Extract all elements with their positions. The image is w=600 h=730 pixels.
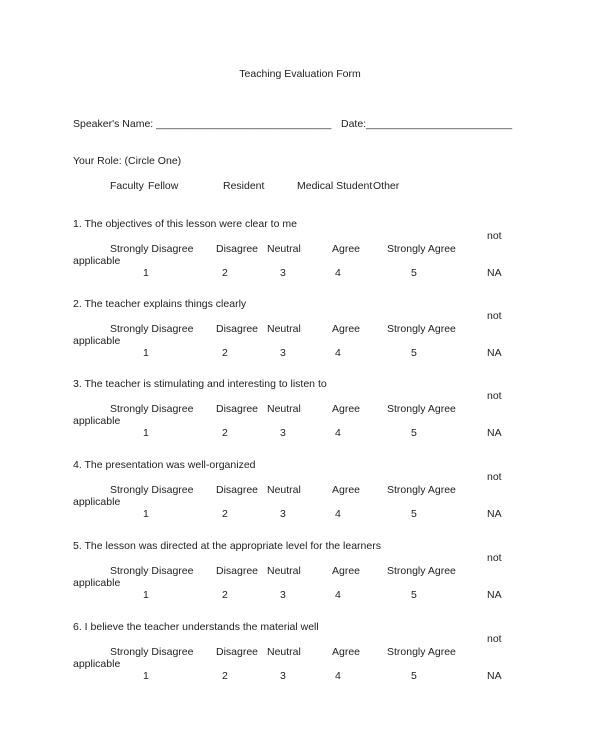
- scale-label-neutral: Neutral: [267, 323, 301, 335]
- scale-na-word: not: [487, 633, 502, 645]
- scale-label-disagree: Disagree: [216, 646, 259, 658]
- scale-applicable-word: applicable: [73, 496, 121, 508]
- rating-option-2[interactable]: 2: [222, 670, 228, 682]
- question-block: [0, 621, 600, 701]
- rating-option-4[interactable]: 4: [335, 508, 341, 520]
- scale-label-neutral: Neutral: [267, 565, 301, 577]
- rating-option-1[interactable]: 1: [143, 508, 149, 520]
- rating-option-5[interactable]: 5: [411, 427, 417, 439]
- date-field[interactable]: Date:_________________________: [341, 118, 513, 130]
- rating-option-na[interactable]: NA: [487, 347, 502, 359]
- question-text: 1. The objectives of this lesson were clear to me: [73, 218, 297, 230]
- rating-option-1[interactable]: 1: [143, 267, 149, 279]
- scale-label-disagree: Disagree: [216, 243, 259, 255]
- question-block: [0, 218, 600, 298]
- scale-label-disagree: Disagree: [216, 403, 259, 415]
- rating-option-4[interactable]: 4: [335, 347, 341, 359]
- scale-na-word: not: [487, 310, 502, 322]
- rating-option-na[interactable]: NA: [487, 670, 502, 682]
- scale-label-strongly-agree: Strongly Agree: [387, 646, 456, 658]
- rating-option-na[interactable]: NA: [487, 267, 502, 279]
- scale-label-agree: Agree: [332, 646, 361, 658]
- role-option-faculty[interactable]: Faculty: [110, 180, 144, 192]
- scale-applicable-word: applicable: [73, 255, 121, 267]
- rating-option-2[interactable]: 2: [222, 589, 228, 601]
- speaker-name-field[interactable]: Speaker's Name: ______________________________: [73, 118, 332, 130]
- scale-label-strongly-agree: Strongly Agree: [387, 484, 456, 496]
- question-block: [0, 298, 600, 378]
- scale-label-strongly-disagree: Strongly Disagree: [110, 403, 194, 415]
- scale-label-strongly-disagree: Strongly Disagree: [110, 243, 194, 255]
- scale-label-disagree: Disagree: [216, 565, 259, 577]
- question-block: [0, 540, 600, 620]
- question-block: [0, 378, 600, 458]
- scale-label-agree: Agree: [332, 243, 361, 255]
- rating-option-2[interactable]: 2: [222, 347, 228, 359]
- role-option-resident[interactable]: Resident: [223, 180, 265, 192]
- rating-option-5[interactable]: 5: [411, 347, 417, 359]
- scale-label-agree: Agree: [332, 484, 361, 496]
- scale-applicable-word: applicable: [73, 335, 121, 347]
- scale-applicable-word: applicable: [73, 577, 121, 589]
- role-option-medical-student[interactable]: Medical Student: [297, 180, 373, 192]
- scale-label-neutral: Neutral: [267, 484, 301, 496]
- rating-option-3[interactable]: 3: [280, 508, 286, 520]
- scale-label-neutral: Neutral: [267, 243, 301, 255]
- question-text: 4. The presentation was well-organized: [73, 459, 256, 471]
- rating-option-na[interactable]: NA: [487, 508, 502, 520]
- rating-option-1[interactable]: 1: [143, 347, 149, 359]
- scale-label-strongly-disagree: Strongly Disagree: [110, 646, 194, 658]
- question-text: 6. I believe the teacher understands the material well: [73, 621, 319, 633]
- rating-option-1[interactable]: 1: [143, 589, 149, 601]
- rating-option-5[interactable]: 5: [411, 508, 417, 520]
- scale-na-word: not: [487, 230, 502, 242]
- rating-option-4[interactable]: 4: [335, 670, 341, 682]
- rating-option-3[interactable]: 3: [280, 589, 286, 601]
- scale-label-disagree: Disagree: [216, 484, 259, 496]
- scale-label-agree: Agree: [332, 565, 361, 577]
- role-option-fellow[interactable]: Fellow: [148, 180, 179, 192]
- scale-label-agree: Agree: [332, 403, 361, 415]
- scale-applicable-word: applicable: [73, 415, 121, 427]
- question-text: 5. The lesson was directed at the appropriate level for the learners: [73, 540, 381, 552]
- form-title: Teaching Evaluation Form: [239, 68, 361, 80]
- rating-option-2[interactable]: 2: [222, 267, 228, 279]
- scale-label-disagree: Disagree: [216, 323, 259, 335]
- rating-option-2[interactable]: 2: [222, 427, 228, 439]
- rating-option-2[interactable]: 2: [222, 508, 228, 520]
- scale-label-neutral: Neutral: [267, 646, 301, 658]
- scale-label-agree: Agree: [332, 323, 361, 335]
- rating-option-1[interactable]: 1: [143, 670, 149, 682]
- rating-option-na[interactable]: NA: [487, 427, 502, 439]
- rating-option-na[interactable]: NA: [487, 589, 502, 601]
- rating-option-4[interactable]: 4: [335, 427, 341, 439]
- scale-na-word: not: [487, 471, 502, 483]
- scale-label-strongly-agree: Strongly Agree: [387, 565, 456, 577]
- scale-label-strongly-disagree: Strongly Disagree: [110, 565, 194, 577]
- rating-option-4[interactable]: 4: [335, 589, 341, 601]
- role-prompt: Your Role: (Circle One): [73, 155, 182, 167]
- question-text: 3. The teacher is stimulating and interesting to listen to: [73, 378, 327, 390]
- scale-label-strongly-disagree: Strongly Disagree: [110, 323, 194, 335]
- rating-option-3[interactable]: 3: [280, 267, 286, 279]
- question-text: 2. The teacher explains things clearly: [73, 298, 247, 310]
- rating-option-5[interactable]: 5: [411, 670, 417, 682]
- scale-na-word: not: [487, 390, 502, 402]
- rating-option-3[interactable]: 3: [280, 427, 286, 439]
- rating-option-3[interactable]: 3: [280, 347, 286, 359]
- rating-option-5[interactable]: 5: [411, 267, 417, 279]
- scale-na-word: not: [487, 552, 502, 564]
- rating-option-1[interactable]: 1: [143, 427, 149, 439]
- scale-label-strongly-agree: Strongly Agree: [387, 403, 456, 415]
- role-option-other[interactable]: Other: [373, 180, 400, 192]
- scale-label-strongly-disagree: Strongly Disagree: [110, 484, 194, 496]
- scale-label-strongly-agree: Strongly Agree: [387, 323, 456, 335]
- scale-label-strongly-agree: Strongly Agree: [387, 243, 456, 255]
- question-block: [0, 459, 600, 539]
- rating-option-4[interactable]: 4: [335, 267, 341, 279]
- scale-applicable-word: applicable: [73, 658, 121, 670]
- scale-label-neutral: Neutral: [267, 403, 301, 415]
- rating-option-5[interactable]: 5: [411, 589, 417, 601]
- rating-option-3[interactable]: 3: [280, 670, 286, 682]
